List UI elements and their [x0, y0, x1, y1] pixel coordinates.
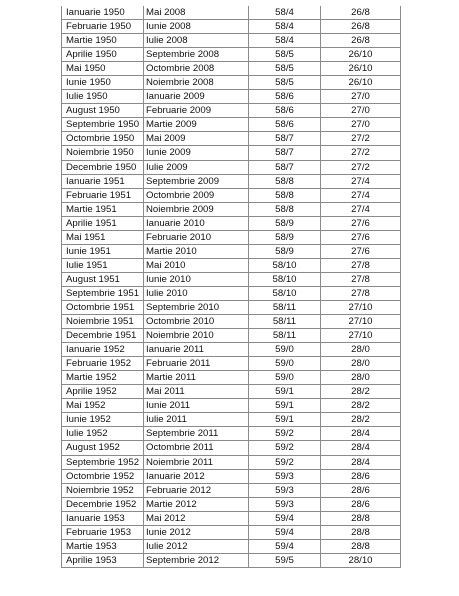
table-row — [62, 146, 401, 160]
birth-month-cell: Martie 1952 — [62, 371, 144, 385]
contribution-period-cell: 28/6 — [321, 497, 401, 511]
table-row — [62, 329, 401, 343]
standard-age-cell: 59/3 — [249, 469, 321, 483]
retirement-date-cell: Iulie 2009 — [144, 160, 249, 174]
standard-age-cell: 58/9 — [249, 230, 321, 244]
retirement-date-cell: Noiembrie 2011 — [144, 455, 249, 469]
retirement-date-cell: Octombrie 2008 — [144, 62, 249, 76]
table-row — [62, 441, 401, 455]
retirement-date-cell: Ianuarie 2011 — [144, 343, 249, 357]
standard-age-cell: 59/2 — [249, 455, 321, 469]
contribution-period-cell: 27/8 — [321, 258, 401, 272]
table-row — [62, 188, 401, 202]
contribution-period-cell: 27/0 — [321, 118, 401, 132]
birth-month-cell: Mai 1952 — [62, 399, 144, 413]
table-row — [62, 272, 401, 286]
standard-age-cell: 59/4 — [249, 539, 321, 553]
table-row — [62, 511, 401, 525]
contribution-period-cell: 28/4 — [321, 427, 401, 441]
birth-month-cell: Iunie 1952 — [62, 413, 144, 427]
contribution-period-cell: 27/2 — [321, 160, 401, 174]
birth-month-cell: Aprilie 1950 — [62, 48, 144, 62]
standard-age-cell: 58/10 — [249, 272, 321, 286]
contribution-period-cell: 26/8 — [321, 6, 401, 20]
birth-month-cell: Octombrie 1951 — [62, 300, 144, 314]
retirement-date-cell: Februarie 2010 — [144, 230, 249, 244]
table-row — [62, 244, 401, 258]
table-row — [62, 553, 401, 567]
retirement-date-cell: Iunie 2011 — [144, 399, 249, 413]
table-row — [62, 315, 401, 329]
retirement-date-cell: Martie 2011 — [144, 371, 249, 385]
table-row — [62, 34, 401, 48]
standard-age-cell: 58/5 — [249, 48, 321, 62]
table-row — [62, 483, 401, 497]
contribution-period-cell: 27/4 — [321, 202, 401, 216]
standard-age-cell: 59/5 — [249, 553, 321, 567]
birth-month-cell: Iulie 1951 — [62, 258, 144, 272]
table-row — [62, 216, 401, 230]
standard-age-cell: 59/0 — [249, 343, 321, 357]
standard-age-cell: 59/4 — [249, 511, 321, 525]
standard-age-cell: 58/10 — [249, 258, 321, 272]
retirement-date-cell: Iunie 2010 — [144, 272, 249, 286]
birth-month-cell: Septembrie 1952 — [62, 455, 144, 469]
retirement-date-cell: Mai 2009 — [144, 132, 249, 146]
standard-age-cell: 58/10 — [249, 286, 321, 300]
birth-month-cell: Iunie 1951 — [62, 244, 144, 258]
retirement-date-cell: Mai 2010 — [144, 258, 249, 272]
retirement-date-cell: Iunie 2008 — [144, 20, 249, 34]
standard-age-cell: 58/11 — [249, 300, 321, 314]
standard-age-cell: 59/2 — [249, 427, 321, 441]
standard-age-cell: 58/9 — [249, 244, 321, 258]
contribution-period-cell: 26/10 — [321, 62, 401, 76]
retirement-date-cell: Octombrie 2009 — [144, 188, 249, 202]
retirement-date-cell: Iulie 2011 — [144, 413, 249, 427]
retirement-date-cell: Noiembrie 2009 — [144, 202, 249, 216]
retirement-date-cell: Februarie 2009 — [144, 104, 249, 118]
table-row — [62, 104, 401, 118]
contribution-period-cell: 28/8 — [321, 511, 401, 525]
table-row — [62, 385, 401, 399]
table-row — [62, 20, 401, 34]
retirement-date-cell: Iulie 2012 — [144, 539, 249, 553]
birth-month-cell: Noiembrie 1950 — [62, 146, 144, 160]
contribution-period-cell: 27/8 — [321, 286, 401, 300]
table-row — [62, 300, 401, 314]
birth-month-cell: August 1950 — [62, 104, 144, 118]
standard-age-cell: 58/4 — [249, 6, 321, 20]
standard-age-cell: 58/5 — [249, 62, 321, 76]
contribution-period-cell: 28/0 — [321, 343, 401, 357]
contribution-period-cell: 26/8 — [321, 34, 401, 48]
table-row — [62, 539, 401, 553]
contribution-period-cell: 28/10 — [321, 553, 401, 567]
table-row — [62, 202, 401, 216]
standard-age-cell: 58/11 — [249, 329, 321, 343]
standard-age-cell: 58/4 — [249, 34, 321, 48]
contribution-period-cell: 27/6 — [321, 230, 401, 244]
birth-month-cell: Noiembrie 1952 — [62, 483, 144, 497]
contribution-period-cell: 28/2 — [321, 385, 401, 399]
standard-age-cell: 58/8 — [249, 188, 321, 202]
birth-month-cell: Aprilie 1951 — [62, 216, 144, 230]
table-row — [62, 343, 401, 357]
birth-month-cell: Iulie 1950 — [62, 90, 144, 104]
retirement-date-cell: Mai 2008 — [144, 6, 249, 20]
retirement-date-cell: Noiembrie 2010 — [144, 329, 249, 343]
contribution-period-cell: 27/8 — [321, 272, 401, 286]
standard-age-cell: 58/9 — [249, 216, 321, 230]
retirement-date-cell: Septembrie 2009 — [144, 174, 249, 188]
retirement-date-cell: Mai 2012 — [144, 511, 249, 525]
retirement-date-cell: Septembrie 2010 — [144, 300, 249, 314]
contribution-period-cell: 27/2 — [321, 132, 401, 146]
contribution-period-cell: 28/4 — [321, 455, 401, 469]
table-row — [62, 399, 401, 413]
standard-age-cell: 58/11 — [249, 315, 321, 329]
retirement-date-cell: Iulie 2010 — [144, 286, 249, 300]
contribution-period-cell: 27/4 — [321, 188, 401, 202]
contribution-period-cell: 28/8 — [321, 525, 401, 539]
table-row — [62, 62, 401, 76]
retirement-date-cell: Martie 2010 — [144, 244, 249, 258]
birth-month-cell: Februarie 1950 — [62, 20, 144, 34]
table-body — [62, 6, 401, 567]
retirement-date-cell: Octombrie 2011 — [144, 441, 249, 455]
contribution-period-cell: 28/8 — [321, 539, 401, 553]
contribution-period-cell: 27/0 — [321, 90, 401, 104]
standard-age-cell: 58/7 — [249, 160, 321, 174]
standard-age-cell: 59/0 — [249, 357, 321, 371]
retirement-date-cell: Martie 2009 — [144, 118, 249, 132]
standard-age-cell: 58/4 — [249, 20, 321, 34]
standard-age-cell: 58/8 — [249, 202, 321, 216]
retirement-date-cell: Iunie 2009 — [144, 146, 249, 160]
table-row — [62, 132, 401, 146]
table-row — [62, 258, 401, 272]
contribution-period-cell: 28/4 — [321, 441, 401, 455]
birth-month-cell: Decembrie 1951 — [62, 329, 144, 343]
birth-month-cell: Aprilie 1953 — [62, 553, 144, 567]
standard-age-cell: 59/0 — [249, 371, 321, 385]
table-row — [62, 48, 401, 62]
contribution-period-cell: 27/10 — [321, 329, 401, 343]
retirement-date-cell: Noiembrie 2008 — [144, 76, 249, 90]
standard-age-cell: 59/4 — [249, 525, 321, 539]
birth-month-cell: Septembrie 1950 — [62, 118, 144, 132]
standard-age-cell: 58/6 — [249, 118, 321, 132]
contribution-period-cell: 27/2 — [321, 146, 401, 160]
table-row — [62, 469, 401, 483]
contribution-period-cell: 27/6 — [321, 244, 401, 258]
retirement-date-cell: Septembrie 2012 — [144, 553, 249, 567]
contribution-period-cell: 27/0 — [321, 104, 401, 118]
standard-age-cell: 59/1 — [249, 413, 321, 427]
contribution-period-cell: 28/0 — [321, 357, 401, 371]
contribution-period-cell: 28/2 — [321, 413, 401, 427]
table-row — [62, 118, 401, 132]
table-row — [62, 497, 401, 511]
standard-age-cell: 59/3 — [249, 497, 321, 511]
birth-month-cell: Noiembrie 1951 — [62, 315, 144, 329]
contribution-period-cell: 26/10 — [321, 76, 401, 90]
standard-age-cell: 58/5 — [249, 76, 321, 90]
birth-month-cell: Martie 1950 — [62, 34, 144, 48]
birth-month-cell: Septembrie 1951 — [62, 286, 144, 300]
birth-month-cell: Martie 1951 — [62, 202, 144, 216]
contribution-period-cell: 27/10 — [321, 300, 401, 314]
table-row — [62, 455, 401, 469]
birth-month-cell: Martie 1953 — [62, 539, 144, 553]
retirement-date-cell: Iulie 2008 — [144, 34, 249, 48]
birth-month-cell: Ianuarie 1953 — [62, 511, 144, 525]
birth-month-cell: Mai 1951 — [62, 230, 144, 244]
birth-month-cell: Decembrie 1950 — [62, 160, 144, 174]
birth-month-cell: Februarie 1953 — [62, 525, 144, 539]
birth-month-cell: Aprilie 1952 — [62, 385, 144, 399]
standard-age-cell: 59/3 — [249, 483, 321, 497]
retirement-date-cell: Ianuarie 2012 — [144, 469, 249, 483]
retirement-date-cell: Septembrie 2011 — [144, 427, 249, 441]
table-row — [62, 371, 401, 385]
retirement-date-cell: Februarie 2011 — [144, 357, 249, 371]
table-row — [62, 76, 401, 90]
birth-month-cell: Ianuarie 1952 — [62, 343, 144, 357]
birth-month-cell: Ianuarie 1951 — [62, 174, 144, 188]
birth-month-cell: Februarie 1952 — [62, 357, 144, 371]
contribution-period-cell: 28/0 — [321, 371, 401, 385]
birth-month-cell: Iunie 1950 — [62, 76, 144, 90]
birth-month-cell: August 1952 — [62, 441, 144, 455]
birth-month-cell: Mai 1950 — [62, 62, 144, 76]
contribution-period-cell: 26/8 — [321, 20, 401, 34]
standard-age-cell: 59/1 — [249, 385, 321, 399]
retirement-schedule-table — [61, 6, 401, 568]
contribution-period-cell: 26/10 — [321, 48, 401, 62]
standard-age-cell: 59/1 — [249, 399, 321, 413]
contribution-period-cell: 27/6 — [321, 216, 401, 230]
table-row — [62, 427, 401, 441]
retirement-date-cell: Ianuarie 2010 — [144, 216, 249, 230]
retirement-date-cell: Septembrie 2008 — [144, 48, 249, 62]
retirement-date-cell: Ianuarie 2009 — [144, 90, 249, 104]
contribution-period-cell: 27/4 — [321, 174, 401, 188]
birth-month-cell: Decembrie 1952 — [62, 497, 144, 511]
birth-month-cell: Octombrie 1952 — [62, 469, 144, 483]
standard-age-cell: 58/6 — [249, 104, 321, 118]
table-row — [62, 6, 401, 20]
contribution-period-cell: 28/6 — [321, 469, 401, 483]
retirement-date-cell: Octombrie 2010 — [144, 315, 249, 329]
retirement-date-cell: Iunie 2012 — [144, 525, 249, 539]
table-row — [62, 286, 401, 300]
standard-age-cell: 58/7 — [249, 146, 321, 160]
retirement-date-cell: Martie 2012 — [144, 497, 249, 511]
standard-age-cell: 58/7 — [249, 132, 321, 146]
table-row — [62, 90, 401, 104]
contribution-period-cell: 28/6 — [321, 483, 401, 497]
table-row — [62, 413, 401, 427]
standard-age-cell: 59/2 — [249, 441, 321, 455]
table-row — [62, 160, 401, 174]
birth-month-cell: Iulie 1952 — [62, 427, 144, 441]
table-row — [62, 174, 401, 188]
birth-month-cell: Octombrie 1950 — [62, 132, 144, 146]
retirement-date-cell: Mai 2011 — [144, 385, 249, 399]
birth-month-cell: August 1951 — [62, 272, 144, 286]
birth-month-cell: Februarie 1951 — [62, 188, 144, 202]
birth-month-cell: Ianuarie 1950 — [62, 6, 144, 20]
standard-age-cell: 58/8 — [249, 174, 321, 188]
table-row — [62, 230, 401, 244]
retirement-date-cell: Februarie 2012 — [144, 483, 249, 497]
table-row — [62, 357, 401, 371]
standard-age-cell: 58/6 — [249, 90, 321, 104]
contribution-period-cell: 28/2 — [321, 399, 401, 413]
contribution-period-cell: 27/10 — [321, 315, 401, 329]
table-row — [62, 525, 401, 539]
